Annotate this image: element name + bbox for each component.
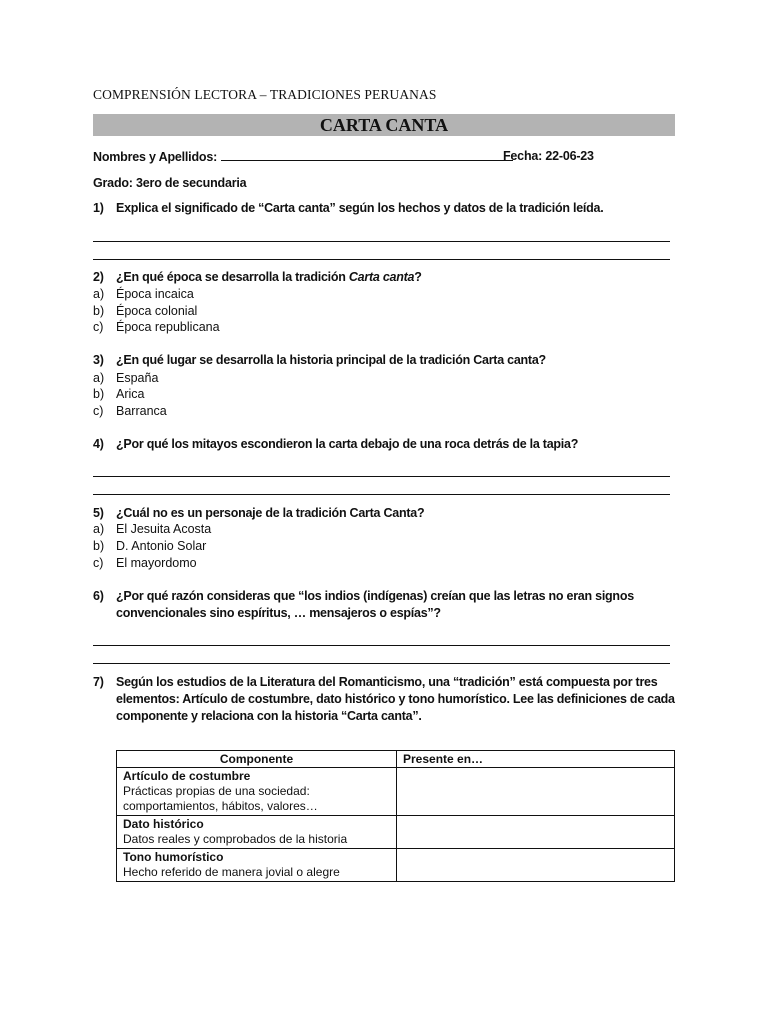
question-text: Explica el significado de “Carta canta” según los hechos y datos de la tradición leída. <box>116 201 604 215</box>
answer-line <box>93 241 670 242</box>
components-table <box>116 750 675 882</box>
answer-cell[interactable] <box>397 768 675 816</box>
name-blank-line <box>221 149 513 161</box>
header-present-in: Presente en… <box>397 751 675 768</box>
question-number: 4) <box>93 437 104 451</box>
date-label: Fecha: 22-06-23 <box>503 149 594 163</box>
table-row <box>117 768 675 816</box>
component-cell <box>117 768 397 816</box>
component-desc: Hecho referido de manera jovial o alegre <box>123 865 340 879</box>
story-title-italic: Carta canta <box>348 270 415 284</box>
question-text: ¿En qué época se desarrolla la tradición Carta canta? <box>116 270 422 284</box>
question-number: 5) <box>93 506 104 520</box>
name-label: Nombres y Apellidos: <box>93 150 218 164</box>
question-text: Según los estudios de la Literatura del Romanticismo, una “tradición” está compuesta por tres elementos: Artículo de costumbre, dato histórico y tono humorístico. Lee las definiciones de cada componente y relaciona con la historia “Carta canta”. <box>116 675 675 723</box>
student-name-row <box>93 149 594 164</box>
subject-heading: COMPRENSIÓN LECTORA – TRADICIONES PERUANAS <box>93 87 437 102</box>
header-component: Componente <box>117 751 397 768</box>
question-text: ¿En qué lugar se desarrolla la historia principal de la tradición Carta canta? <box>116 353 546 367</box>
answer-line <box>93 663 670 664</box>
component-cell <box>117 849 397 882</box>
component-name: Tono humorístico <box>123 850 224 864</box>
table-row <box>117 849 675 882</box>
component-desc: Prácticas propias de una sociedad: <box>123 784 310 798</box>
component-desc: Datos reales y comprobados de la historia <box>123 832 348 846</box>
component-desc: comportamientos, hábitos, valores… <box>123 799 318 813</box>
worksheet-title: CARTA CANTA <box>93 114 675 136</box>
answer-line <box>93 645 670 646</box>
table-header-row <box>117 751 675 768</box>
component-name: Artículo de costumbre <box>123 769 251 783</box>
question-text: ¿Por qué razón consideras que “los indios (indígenas) creían que las letras no eran signos convencionales sino espíritus, … mensajeros o espías”? <box>116 589 634 620</box>
question-text: ¿Por qué los mitayos escondieron la carta debajo de una roca detrás de la tapia? <box>116 437 579 451</box>
component-name: Dato histórico <box>123 817 204 831</box>
component-cell <box>117 816 397 849</box>
answer-line <box>93 259 670 260</box>
answer-line <box>93 494 670 495</box>
question-number: 7) <box>93 675 104 689</box>
answer-cell[interactable] <box>397 816 675 849</box>
question-number: 3) <box>93 353 104 367</box>
question-number: 6) <box>93 589 104 603</box>
answer-cell[interactable] <box>397 849 675 882</box>
question-text: ¿Cuál no es un personaje de la tradición Carta Canta? <box>116 506 425 520</box>
answer-line <box>93 476 670 477</box>
grade-label: Grado: 3ero de secundaria <box>93 176 247 190</box>
table-row <box>117 816 675 849</box>
question-number: 1) <box>93 201 104 215</box>
question-number: 2) <box>93 270 104 284</box>
